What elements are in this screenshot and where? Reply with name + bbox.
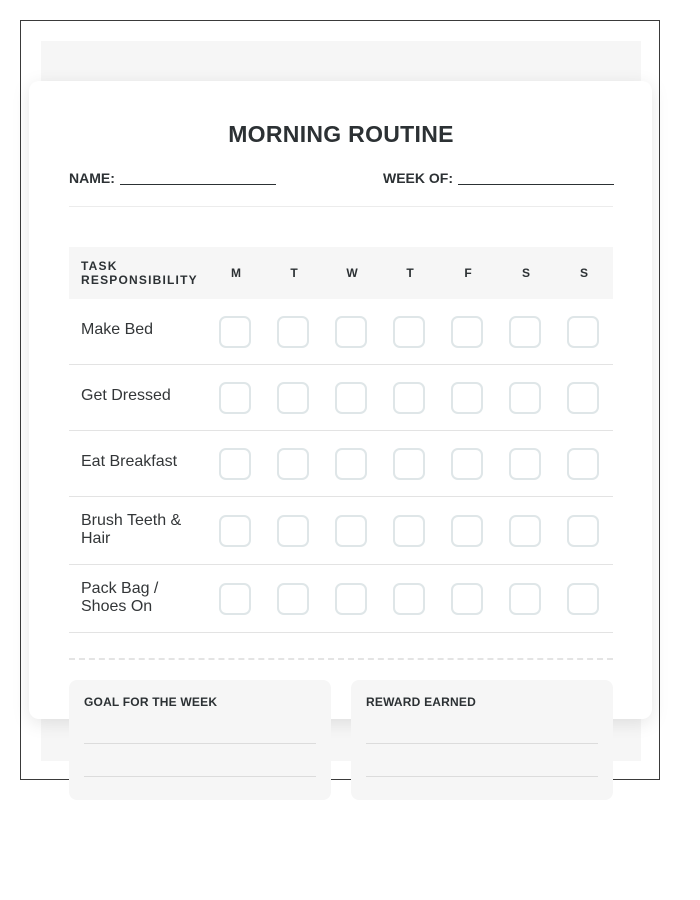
task-label-line1: Brush Teeth &: [81, 511, 182, 529]
task-label-line1: Eat Breakfast: [81, 452, 178, 470]
task-row: [69, 365, 613, 431]
day-checkbox[interactable]: [335, 515, 367, 547]
day-checkbox[interactable]: [277, 316, 309, 348]
task-row: [69, 497, 613, 565]
day-checkbox[interactable]: [451, 316, 483, 348]
day-checkbox[interactable]: [451, 382, 483, 414]
task-label-line2: Shoes On: [81, 597, 153, 615]
day-checkbox[interactable]: [219, 448, 251, 480]
name-blank-line[interactable]: [120, 172, 276, 185]
day-checkbox[interactable]: [567, 382, 599, 414]
task-label-line1: Pack Bag /: [81, 579, 159, 597]
goal-write-line[interactable]: [84, 743, 316, 744]
day-checkbox[interactable]: [277, 583, 309, 615]
day-checkbox[interactable]: [335, 583, 367, 615]
day-checkbox[interactable]: [219, 515, 251, 547]
day-header: S: [579, 266, 588, 280]
reward-write-line[interactable]: [366, 743, 598, 744]
day-header: T: [290, 266, 298, 280]
table-header: [69, 247, 613, 299]
day-checkbox[interactable]: [567, 583, 599, 615]
day-checkbox[interactable]: [219, 316, 251, 348]
task-label: [81, 387, 191, 405]
day-checkbox[interactable]: [567, 448, 599, 480]
dashed-separator: [69, 658, 613, 660]
name-label: NAME:: [69, 170, 115, 186]
goal-write-line[interactable]: [84, 776, 316, 777]
task-row: [69, 565, 613, 633]
day-checkbox[interactable]: [277, 448, 309, 480]
day-checkbox[interactable]: [393, 382, 425, 414]
day-checkbox[interactable]: [509, 583, 541, 615]
day-checkbox[interactable]: [393, 316, 425, 348]
day-header: T: [406, 266, 414, 280]
week-field[interactable]: [383, 170, 614, 186]
reward-write-line[interactable]: [366, 776, 598, 777]
name-field[interactable]: [69, 170, 276, 186]
task-label-line1: Make Bed: [81, 320, 154, 338]
day-checkbox[interactable]: [509, 382, 541, 414]
task-header-line1: TASK: [81, 259, 118, 273]
header-divider: [69, 206, 613, 207]
week-blank-line[interactable]: [458, 172, 614, 185]
routine-table: [69, 247, 613, 633]
task-column-header: [81, 259, 198, 287]
day-checkbox[interactable]: [567, 515, 599, 547]
day-checkbox[interactable]: [335, 382, 367, 414]
day-checkbox[interactable]: [451, 515, 483, 547]
day-checkbox[interactable]: [393, 515, 425, 547]
task-label: [81, 580, 191, 616]
day-checkbox[interactable]: [219, 382, 251, 414]
day-checkbox[interactable]: [451, 448, 483, 480]
task-label: [81, 512, 191, 548]
day-checkbox[interactable]: [509, 515, 541, 547]
day-checkbox[interactable]: [393, 448, 425, 480]
task-row: [69, 431, 613, 497]
task-label-line2: Hair: [81, 529, 111, 547]
reward-title: REWARD EARNED: [366, 695, 476, 709]
day-checkbox[interactable]: [335, 448, 367, 480]
goal-box: [69, 680, 331, 800]
day-checkbox[interactable]: [393, 583, 425, 615]
day-checkbox[interactable]: [509, 316, 541, 348]
week-label: WEEK OF:: [383, 170, 453, 186]
page-title: MORNING ROUTINE: [228, 121, 454, 147]
day-header: S: [521, 266, 530, 280]
day-checkbox[interactable]: [451, 583, 483, 615]
table-body: [69, 299, 613, 633]
day-checkbox[interactable]: [335, 316, 367, 348]
goal-title: GOAL FOR THE WEEK: [84, 695, 218, 709]
task-label: [81, 453, 191, 471]
task-label-line1: Get Dressed: [81, 386, 171, 404]
task-row: [69, 299, 613, 365]
task-header-line2: RESPONSIBILITY: [81, 273, 198, 287]
day-checkbox[interactable]: [277, 515, 309, 547]
reward-box: [351, 680, 613, 800]
day-checkbox[interactable]: [509, 448, 541, 480]
task-label: [81, 321, 191, 339]
day-checkbox[interactable]: [567, 316, 599, 348]
day-header: F: [464, 266, 472, 280]
day-checkbox[interactable]: [219, 583, 251, 615]
day-header: M: [231, 266, 241, 280]
day-header: W: [346, 266, 358, 280]
day-checkbox[interactable]: [277, 382, 309, 414]
